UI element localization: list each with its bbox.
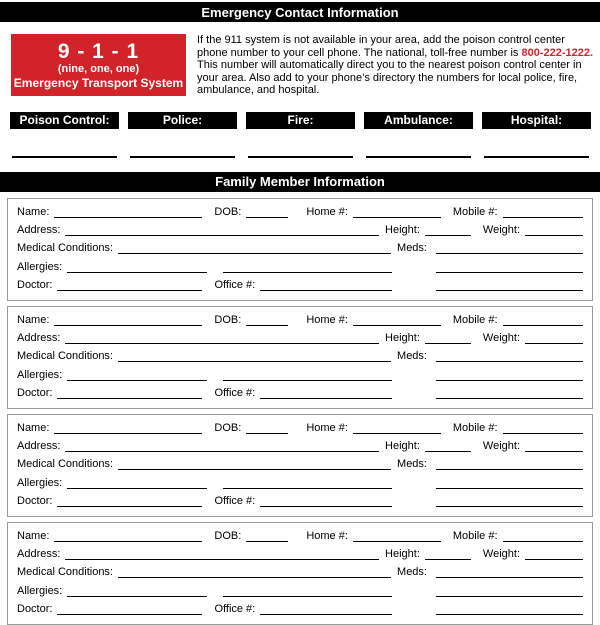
doctor-blank-line (57, 398, 202, 399)
mobile-phone-blank-line (503, 325, 583, 326)
office-phone-label: Office #: (214, 494, 256, 507)
address-blank-line (65, 235, 379, 236)
member-row-doctor (17, 493, 583, 510)
doctor-blank-line (57, 614, 202, 615)
weight-label: Weight: (482, 548, 520, 561)
name-blank-line (54, 217, 202, 218)
poison-control-write-line (12, 156, 117, 158)
height-label: Height: (385, 548, 420, 561)
address-label: Address: (17, 332, 61, 345)
member-row-allergies (17, 583, 583, 600)
member-row-doctor (17, 385, 583, 402)
name-label: Name: (17, 205, 50, 218)
allergies-continuation-line (223, 488, 392, 489)
address-label: Address: (17, 440, 61, 453)
meds-continuation-line-2 (436, 398, 583, 399)
fire-label: Fire: (246, 112, 355, 129)
name-blank-line (54, 433, 202, 434)
member-row-address (17, 330, 583, 347)
mobile-phone-blank-line (503, 541, 583, 542)
page-title: Emergency Contact Information (201, 4, 399, 20)
home-phone-blank-line (353, 325, 441, 326)
member-row-doctor (17, 277, 583, 294)
dob-blank-line (246, 433, 288, 434)
meds-continuation-line-2 (436, 506, 583, 507)
dob-label: DOB: (214, 421, 242, 434)
mobile-phone-label: Mobile #: (452, 421, 498, 434)
medical-conditions-label: Medical Conditions: (17, 566, 113, 579)
meds-label: Meds: (397, 350, 427, 363)
poison-control-phone-number: 800-222-1222. (521, 46, 594, 59)
address-label: Address: (17, 224, 61, 237)
fire-write-line (248, 156, 353, 158)
meds-continuation-line-1 (436, 596, 583, 597)
allergies-label: Allergies: (17, 476, 63, 489)
mobile-phone-blank-line (503, 217, 583, 218)
allergies-blank-line (67, 488, 207, 489)
allergies-label: Allergies: (17, 260, 63, 273)
meds-blank-line (436, 577, 583, 578)
911-subtitle: Emergency Transport System (13, 75, 184, 90)
family-member-header-bar (0, 172, 600, 192)
paragraph-text-before: If the 911 system is not available in your area, add the poison control center phone number to your cell phone. The national, toll-free number is (197, 34, 565, 59)
name-label: Name: (17, 313, 50, 326)
office-phone-blank-line (260, 614, 392, 615)
dob-blank-line (246, 541, 288, 542)
dob-label: DOB: (214, 529, 242, 542)
mobile-phone-blank-line (503, 433, 583, 434)
poison-control-paragraph (197, 34, 596, 97)
weight-blank-line (525, 343, 583, 344)
weight-label: Weight: (482, 224, 520, 237)
office-phone-label: Office #: (214, 602, 256, 615)
member-row-address (17, 546, 583, 563)
member-row-medical (17, 456, 583, 473)
family-section-title: Family Member Information (215, 174, 385, 190)
medical-conditions-label: Medical Conditions: (17, 242, 113, 255)
allergies-blank-line (67, 272, 207, 273)
meds-blank-line (436, 253, 583, 254)
weight-label: Weight: (482, 332, 520, 345)
office-phone-blank-line (260, 506, 392, 507)
allergies-label: Allergies: (17, 368, 63, 381)
member-row-name-dob-phones (17, 312, 583, 329)
meds-continuation-line-1 (436, 488, 583, 489)
weight-label: Weight: (482, 440, 520, 453)
height-blank-line (425, 235, 471, 236)
office-phone-blank-line (260, 290, 392, 291)
dob-label: DOB: (214, 205, 242, 218)
height-blank-line (425, 559, 471, 560)
home-phone-label: Home #: (306, 205, 348, 218)
allergies-continuation-line (223, 272, 392, 273)
meds-continuation-line-1 (436, 272, 583, 273)
intro-section (0, 22, 600, 97)
medical-conditions-blank-line (118, 253, 391, 254)
member-row-allergies (17, 367, 583, 384)
poison-control-label: Poison Control: (10, 112, 119, 129)
medical-conditions-blank-line (118, 469, 391, 470)
allergies-continuation-line (223, 380, 392, 381)
hospital-label: Hospital: (482, 112, 591, 129)
weight-blank-line (525, 559, 583, 560)
member-row-allergies (17, 475, 583, 492)
police-label: Police: (128, 112, 237, 129)
family-member-cards (7, 198, 593, 625)
911-number: 9 - 1 - 1 (57, 39, 140, 63)
allergies-blank-line (67, 596, 207, 597)
meds-blank-line (436, 469, 583, 470)
medical-conditions-label: Medical Conditions: (17, 350, 113, 363)
ambulance-write-line (366, 156, 471, 158)
dob-blank-line (246, 325, 288, 326)
dob-blank-line (246, 217, 288, 218)
office-phone-blank-line (260, 398, 392, 399)
ambulance-label: Ambulance: (364, 112, 473, 129)
office-phone-label: Office #: (214, 386, 256, 399)
mobile-phone-label: Mobile #: (452, 313, 498, 326)
contact-labels-row (10, 112, 591, 129)
member-row-medical (17, 564, 583, 581)
family-member-card (7, 306, 593, 409)
mobile-phone-label: Mobile #: (452, 205, 498, 218)
home-phone-blank-line (353, 433, 441, 434)
member-row-address (17, 222, 583, 239)
allergies-label: Allergies: (17, 584, 63, 597)
address-blank-line (65, 559, 379, 560)
height-blank-line (425, 343, 471, 344)
doctor-blank-line (57, 506, 202, 507)
weight-blank-line (525, 451, 583, 452)
height-blank-line (425, 451, 471, 452)
dob-label: DOB: (214, 313, 242, 326)
allergies-continuation-line (223, 596, 392, 597)
name-label: Name: (17, 421, 50, 434)
police-write-line (130, 156, 235, 158)
height-label: Height: (385, 440, 420, 453)
weight-blank-line (525, 235, 583, 236)
address-blank-line (65, 343, 379, 344)
doctor-label: Doctor: (17, 494, 53, 507)
doctor-label: Doctor: (17, 602, 53, 615)
height-label: Height: (385, 332, 420, 345)
medical-conditions-blank-line (118, 361, 391, 362)
member-row-name-dob-phones (17, 204, 583, 221)
family-member-card (7, 198, 593, 301)
meds-label: Meds: (397, 566, 427, 579)
office-phone-label: Office #: (214, 278, 256, 291)
member-row-allergies (17, 259, 583, 276)
doctor-label: Doctor: (17, 278, 53, 291)
height-label: Height: (385, 224, 420, 237)
hospital-write-line (484, 156, 589, 158)
member-row-medical (17, 348, 583, 365)
meds-continuation-line-2 (436, 290, 583, 291)
doctor-blank-line (57, 290, 202, 291)
emergency-contact-header-bar (0, 2, 600, 22)
family-member-card (7, 414, 593, 517)
doctor-label: Doctor: (17, 386, 53, 399)
allergies-blank-line (67, 380, 207, 381)
home-phone-label: Home #: (306, 313, 348, 326)
meds-label: Meds: (397, 242, 427, 255)
family-member-card (7, 522, 593, 625)
member-row-name-dob-phones (17, 528, 583, 545)
name-blank-line (54, 541, 202, 542)
member-row-medical (17, 240, 583, 257)
home-phone-label: Home #: (306, 421, 348, 434)
home-phone-blank-line (353, 217, 441, 218)
meds-blank-line (436, 361, 583, 362)
911-pronunciation: (nine, one, one) (57, 62, 140, 75)
member-row-doctor (17, 601, 583, 618)
medical-conditions-label: Medical Conditions: (17, 458, 113, 471)
meds-label: Meds: (397, 458, 427, 471)
home-phone-label: Home #: (306, 529, 348, 542)
name-label: Name: (17, 529, 50, 542)
member-row-name-dob-phones (17, 420, 583, 437)
meds-continuation-line-1 (436, 380, 583, 381)
911-badge (11, 34, 186, 96)
medical-conditions-blank-line (118, 577, 391, 578)
paragraph-text-after: This number will automatically direct you to the nearest poison control center in your area. Also add to your phone’s directory the numbers for local police, fire, ambulance, and hospital. (197, 59, 582, 97)
meds-continuation-line-2 (436, 614, 583, 615)
contact-write-lines-row (10, 156, 591, 158)
address-blank-line (65, 451, 379, 452)
name-blank-line (54, 325, 202, 326)
home-phone-blank-line (353, 541, 441, 542)
address-label: Address: (17, 548, 61, 561)
member-row-address (17, 438, 583, 455)
mobile-phone-label: Mobile #: (452, 529, 498, 542)
